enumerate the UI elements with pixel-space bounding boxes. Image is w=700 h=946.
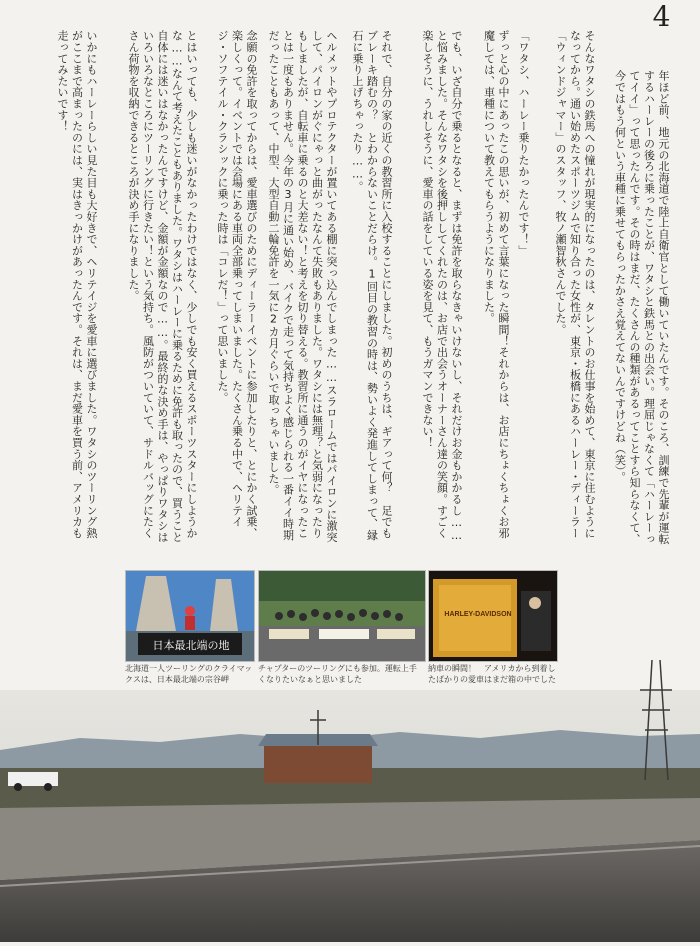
crate-label: HARLEY-DAVIDSON: [444, 611, 512, 618]
article-paragraph: いかにもハーレーらしい見た目も大好きで、ヘリテイジを愛車に選びました。ワタシのツーリング熱がここまで高まったのには、実はきっかけがあったんです。それは、まだ愛車を買う前、アメリカも走ってみたいです！: [56, 30, 98, 539]
article-paragraph: ヘルメットやプロテクターが置いてある棚に突っ込んでしまった……スラロームではパイロンに激突して、パイロンがぐにゃっと曲がったなんて失敗もありました。ワタシには無理？と気弱になったりもしましたが、自転車に乗るのと大差ない！と考えを切り替える。教習所に通うのがイヤになったことは一度もありません。今年の3月に通い始め、バイクで走って気持ちよく感じられる一番イイ時期だったこともあって、中型、大型自動二輪免許を一気に2カ月ぐらいで取っちゃいました。: [267, 30, 338, 543]
photo-soya-cape: [125, 570, 255, 662]
article-paragraph: それで、自分の家の近くの教習所に入校することにしました。初めのうちは、ギアって何？ 足でもブレーキ踏むの？ とわからないことだらけ。1回目の教習の時は、勢いよく発進してしまって、縁石に乗り上げちゃったり……。: [351, 30, 393, 541]
photo-caption: 北海道一人ツーリングのクライマックスは、日本最北端の宗谷岬: [125, 664, 253, 684]
article-paragraph: 年ほど前、地元の北海道で陸上自衛官として働いていたんです。そのころ、訓練で先輩が運転するハーレーの後ろに乗ったことが、ワタシと鉄馬との出会い。理屈じゃなくて「ハーレーってイイ」って思ったんです。その時はまだ、たくさんの種類があるってことすら知らなくて、今ではもう何という車種に乗せてもらったかさえ覚えてないんですけどね（笑）。: [613, 70, 670, 545]
article-paragraph: とはいっても、少しも迷いがなかったわけではなく、少しでも安く買えるスポーツスターにしようかな……なんて考えたこともありました。ワタシはハーレーに乗るために免許も取ったので、買うこと自体には迷いはなかったんですけど、金額が金額なので……。最終的な決め手は、やっぱりワタシはいろいろなところにツーリングに行きたい！という気持ち。風防がついていて、サドルバッグにたくさん荷物を収納できるところが決め手になりました。: [127, 30, 198, 543]
photo-caption: チャプターのツーリングにも参加。運転上手くなりたいなぁと思いました: [258, 664, 417, 684]
road-scene-image: [0, 690, 700, 942]
article-paragraph: そんなワタシの鉄馬への憧れが現実的になったのは、タレントのお仕事を始めて、東京に住むようになってから。通い始めたスポーツジムで知り合った女性が、東京・板橋にあるハーレー・ディーラー「ウィンドジャマー」のスタッフ、牧ノ瀬智秋さんでした。: [554, 30, 596, 539]
article-body: [40, 30, 670, 545]
group-image: [259, 571, 425, 661]
photo-delivery: [428, 570, 558, 662]
article-paragraph: 「ワタシ、ハーレー乗りたかったんです！」: [517, 30, 530, 256]
article-paragraph: 念願の免許を取ってからは、愛車選びのためにディーラーイベントに参加したりと、とにかく試乗、楽しくって。イベントでは会場にある車両全部乗ってしまいました。たくさん乗る中で、ヘリテイジ・ソフテイル・クラシックに乗った時は「コレだ！」って思いました。: [216, 30, 258, 539]
landscape-photo: [0, 690, 700, 942]
photo-caption: 納車の瞬間！ アメリカから到着したばかりの愛車はまだ箱の中でした: [428, 664, 556, 684]
monument-sign-text: 日本最北端の地: [152, 639, 230, 652]
article-paragraph: ずっと心の中にあったこの思いが、初めて言葉になった瞬間！それからは、お店にちょくちょくお邪魔しては、車種について教えてもらうようになりました。: [482, 30, 510, 539]
article-paragraph: でも、いざ自分で乗るとなると、まずは免許を取らなきゃいけないし、それだけお金もかかるし……と悩みました。そんなワタシを後押ししてくれたのは、お店で出会うオーナーさん達の笑顔。すごく楽しそうに、うれしそうに、愛車の話をしている姿を見て、もうガマンできない！: [421, 30, 463, 543]
chapter-number-text: 4: [645, 0, 678, 34]
photo-group-touring: [258, 570, 426, 662]
